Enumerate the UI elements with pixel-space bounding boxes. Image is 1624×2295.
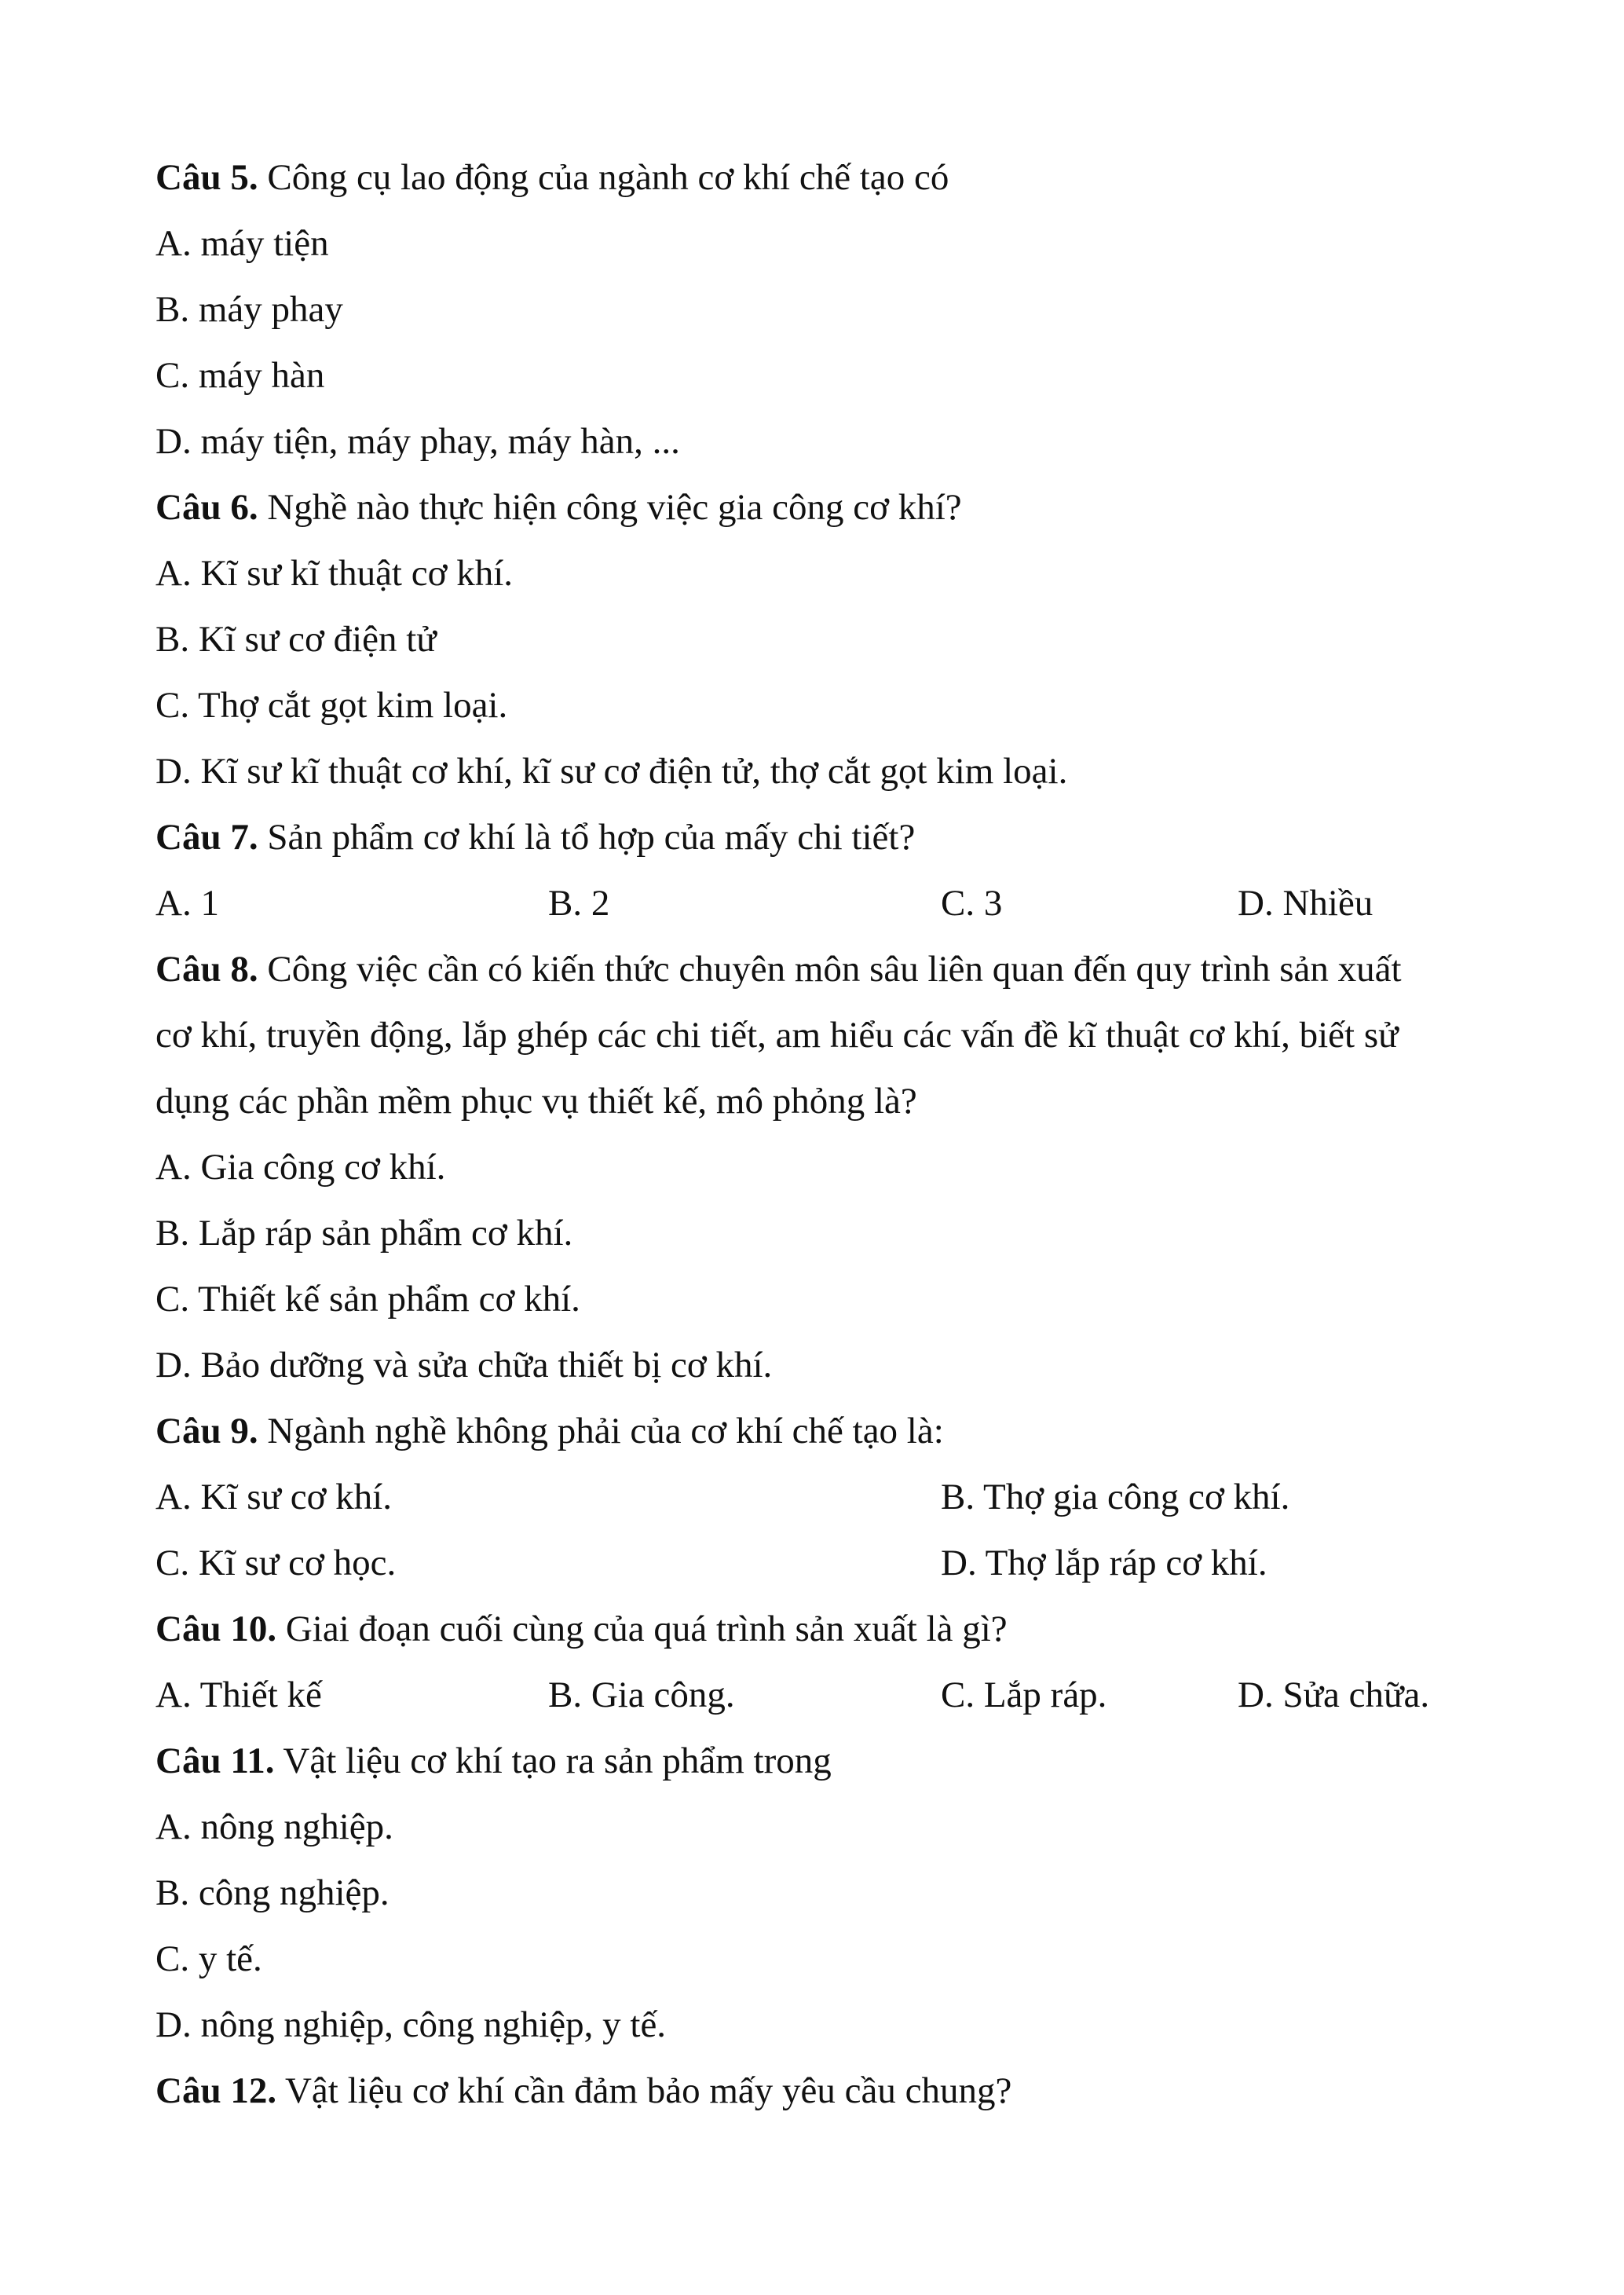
question-label: Câu 8.	[155, 949, 258, 990]
question-7	[155, 814, 915, 861]
option-b: B. 2	[548, 883, 610, 924]
option-c: C. máy hàn	[155, 355, 325, 396]
option-c: C. 3	[941, 883, 1003, 924]
option-d: D. Thợ lắp ráp cơ khí.	[941, 1543, 1267, 1583]
question-label: Câu 12.	[155, 2070, 277, 2111]
question-text: Ngành nghề không phải của cơ khí chế tạo là:	[258, 1411, 944, 1451]
option-b: B. Gia công.	[548, 1675, 735, 1715]
question-11	[155, 1737, 832, 1784]
option-b: B. Thợ gia công cơ khí.	[941, 1477, 1290, 1517]
option-d: D. máy tiện, máy phay, máy hàn, ...	[155, 421, 680, 462]
option-d: D. nông nghiệp, công nghiệp, y tế.	[155, 2004, 667, 2045]
question-9	[155, 1407, 944, 1455]
question-text: Sản phẩm cơ khí là tổ hợp của mấy chi tiết?	[258, 817, 916, 858]
option-c: C. y tế.	[155, 1938, 262, 1979]
question-label: Câu 10.	[155, 1609, 277, 1649]
option-a: A. máy tiện	[155, 223, 329, 264]
question-text-continuation: cơ khí, truyền động, lắp ghép các chi tiết, am hiểu các vấn đề kĩ thuật cơ khí, biết sử	[155, 1015, 1399, 1056]
question-label: Câu 5.	[155, 157, 258, 198]
option-a: A. Kĩ sư cơ khí.	[155, 1477, 392, 1517]
option-b: B. máy phay	[155, 289, 343, 330]
option-b: B. công nghiệp.	[155, 1872, 390, 1913]
question-label: Câu 11.	[155, 1740, 275, 1781]
question-text: Vật liệu cơ khí tạo ra sản phẩm trong	[274, 1740, 832, 1781]
option-a: A. nông nghiệp.	[155, 1806, 393, 1847]
question-10	[155, 1605, 1008, 1653]
option-c: C. Lắp ráp.	[941, 1675, 1107, 1715]
option-a: A. Gia công cơ khí.	[155, 1147, 446, 1188]
option-a: A. 1	[155, 883, 219, 924]
question-text: Công việc cần có kiến thức chuyên môn sâu liên quan đến quy trình sản xuất	[258, 949, 1402, 990]
option-b: B. Lắp ráp sản phẩm cơ khí.	[155, 1213, 573, 1254]
option-d: D. Nhiều	[1238, 883, 1373, 924]
question-5	[155, 154, 949, 201]
question-text: Vật liệu cơ khí cần đảm bảo mấy yêu cầu chung?	[276, 2070, 1012, 2111]
question-text: Công cụ lao động của ngành cơ khí chế tạo có	[258, 157, 949, 198]
option-b: B. Kĩ sư cơ điện tử	[155, 619, 437, 660]
option-c: C. Thợ cắt gọt kim loại.	[155, 685, 508, 726]
option-a: A. Kĩ sư kĩ thuật cơ khí.	[155, 553, 514, 594]
question-text: Nghề nào thực hiện công việc gia công cơ khí?	[258, 487, 962, 528]
question-label: Câu 6.	[155, 487, 258, 528]
option-c: C. Kĩ sư cơ học.	[155, 1543, 397, 1583]
option-d: D. Bảo dưỡng và sửa chữa thiết bị cơ khí.	[155, 1345, 773, 1385]
option-a: A. Thiết kế	[155, 1675, 322, 1715]
question-8	[155, 946, 1402, 993]
question-12	[155, 2067, 1011, 2114]
question-6	[155, 484, 962, 531]
option-c: C. Thiết kế sản phẩm cơ khí.	[155, 1279, 580, 1320]
option-d: D. Kĩ sư kĩ thuật cơ khí, kĩ sư cơ điện tử, thợ cắt gọt kim loại.	[155, 751, 1068, 792]
question-text-continuation: dụng các phần mềm phục vụ thiết kế, mô phỏng là?	[155, 1081, 917, 1122]
question-text: Giai đoạn cuối cùng của quá trình sản xuất là gì?	[276, 1609, 1008, 1649]
question-label: Câu 7.	[155, 817, 258, 858]
question-label: Câu 9.	[155, 1411, 258, 1451]
option-d: D. Sửa chữa.	[1238, 1675, 1430, 1715]
